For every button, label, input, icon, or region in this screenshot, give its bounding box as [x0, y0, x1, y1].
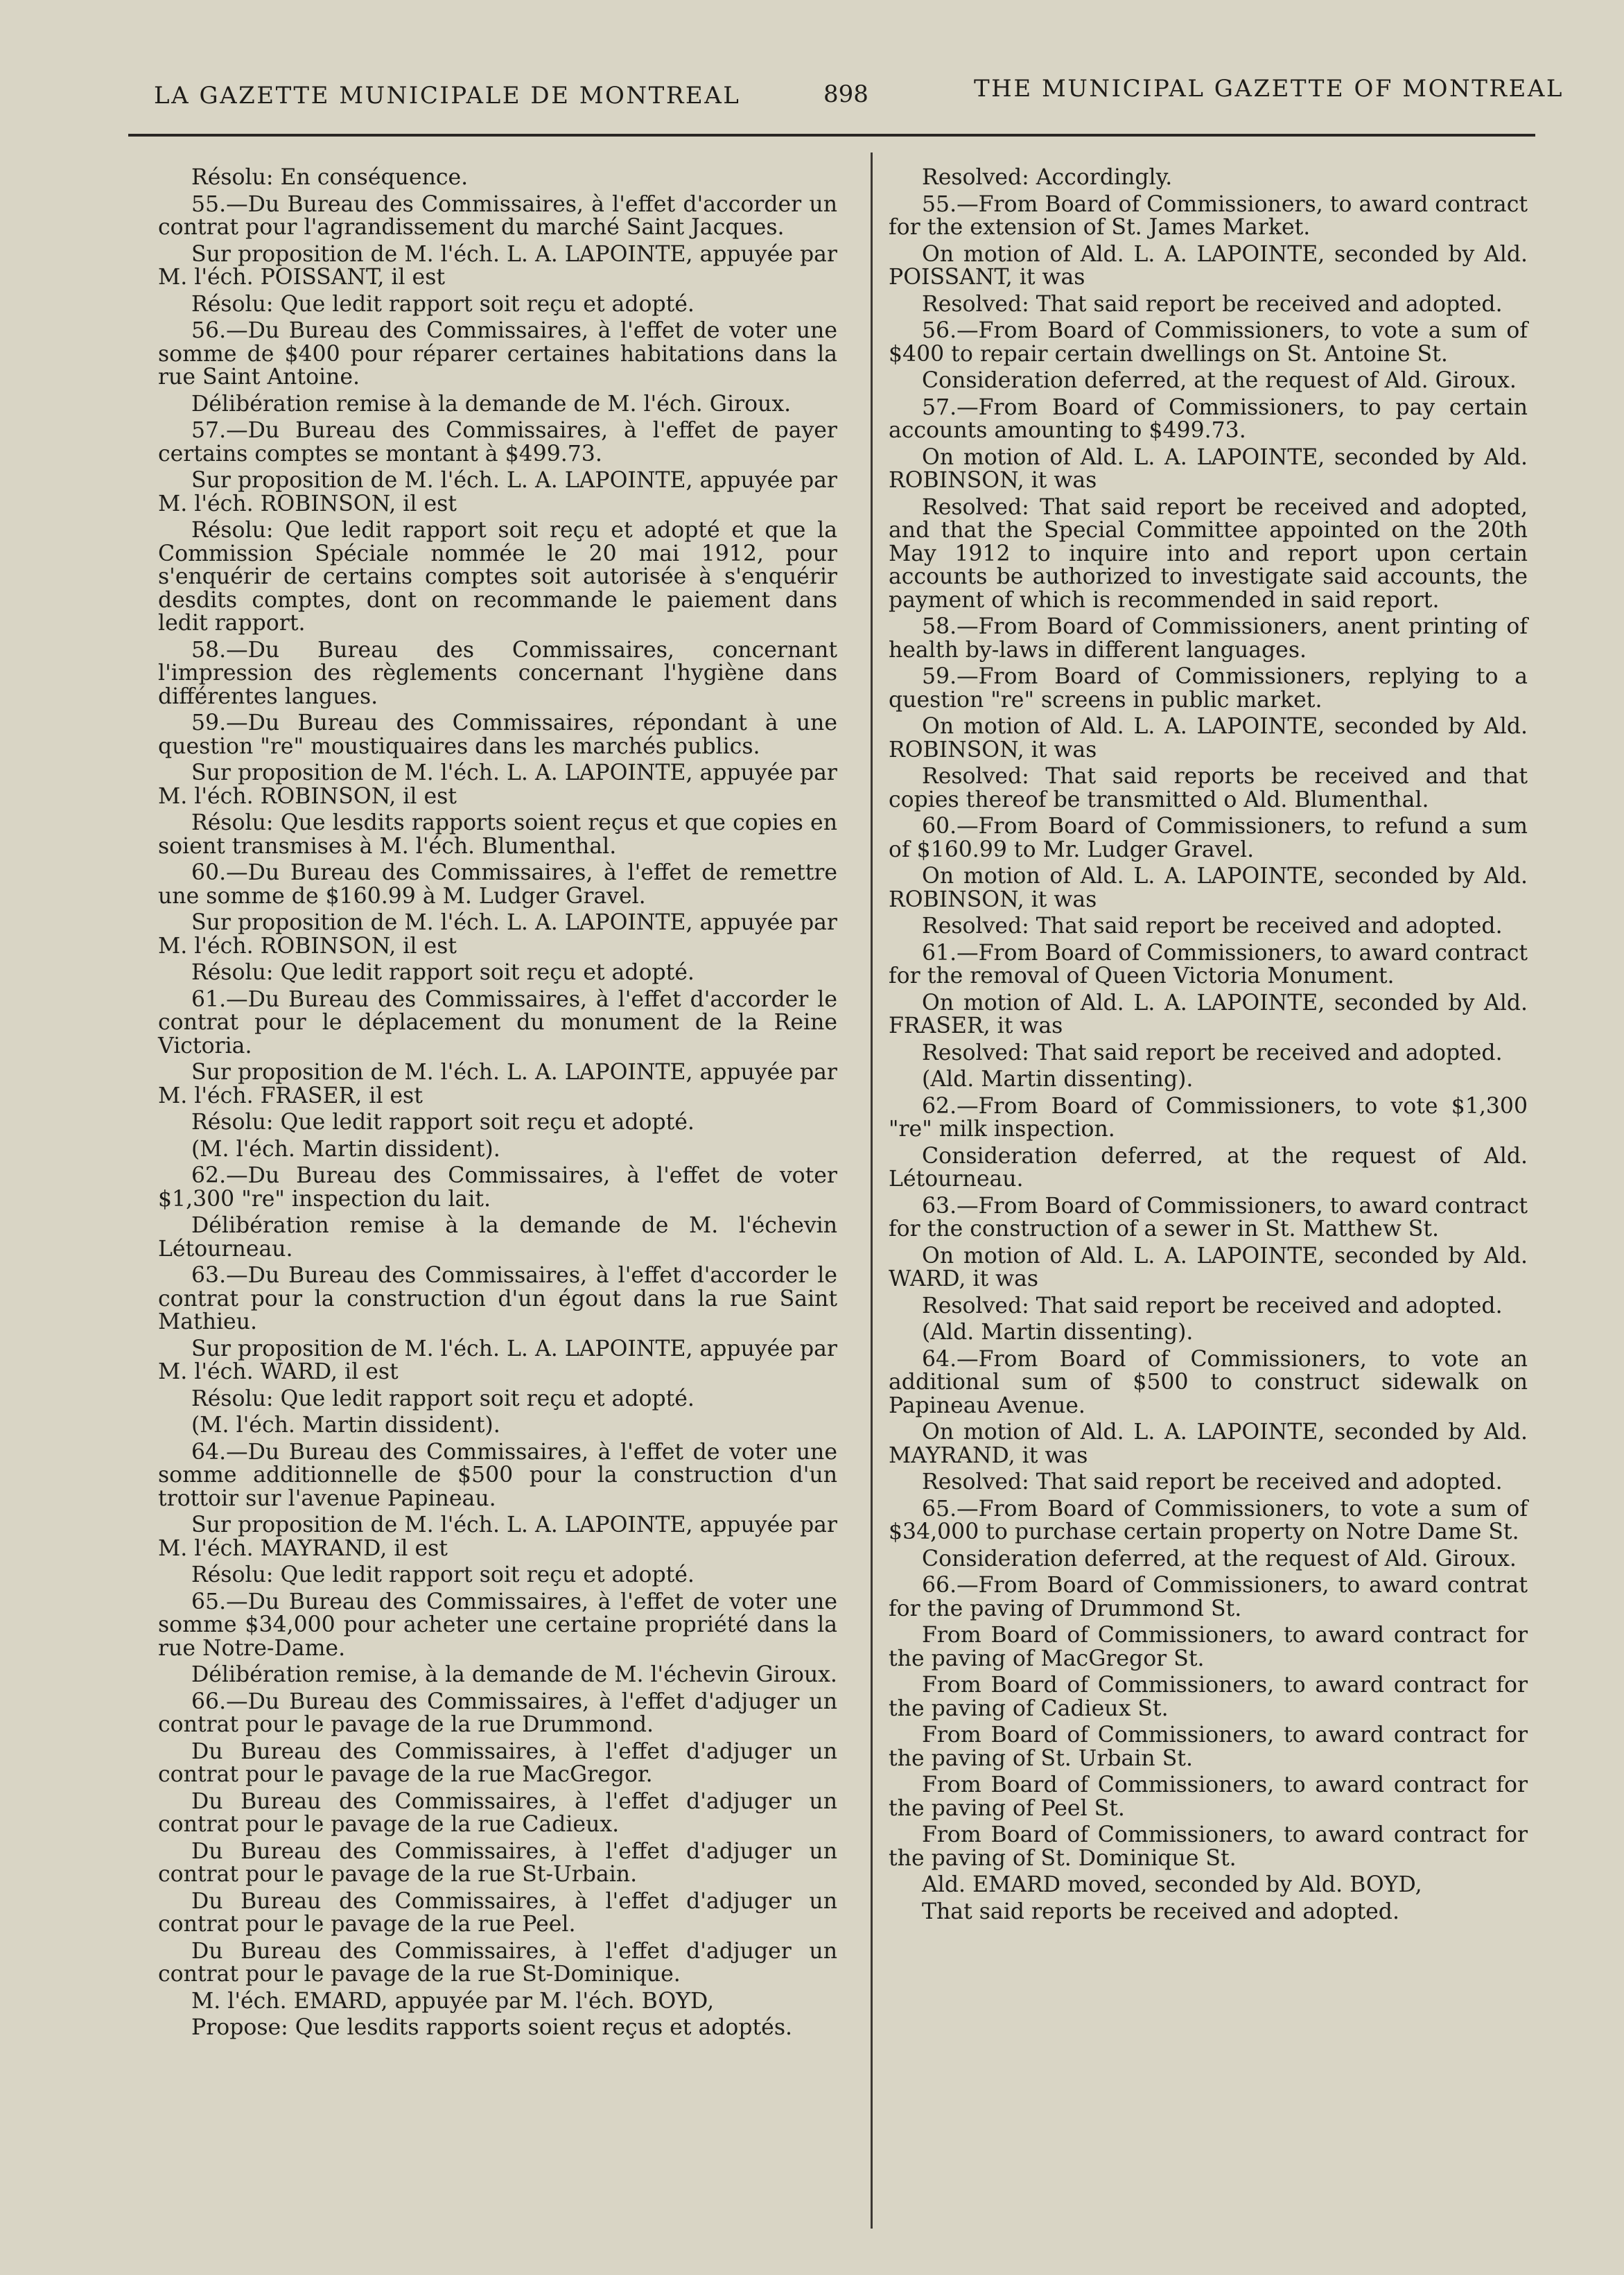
paragraph: From Board of Commissioners, to award contract for the paving of MacGregor St.: [889, 1623, 1528, 1671]
paragraph: Sur proposition de M. l'éch. L. A. LAPOINTE, appuyée par M. l'éch. MAYRAND, il est: [158, 1513, 837, 1561]
paragraph: Du Bureau des Commissaires, à l'effet d'adjuger un contrat pour le pavage de la rue Peel.: [158, 1888, 837, 1937]
paragraph: 62.—From Board of Commissioners, to vote $1,300 "re" milk inspection.: [889, 1093, 1528, 1142]
paragraph: 65.—From Board of Commissioners, to vote a sum of $34,000 to purchase certain property on Notre Dame St.: [889, 1496, 1528, 1544]
header-rule: [128, 134, 1535, 137]
paragraph: On motion of Ald. L. A. LAPOINTE, seconded by Ald. ROBINSON, it was: [889, 714, 1528, 762]
paragraph: Résolu: Que ledit rapport soit reçu et adopté et que la Commission Spéciale nommée le 20 mai 1912, pour s'enquérir de certains comptes soit autorisée à s'enquérir desdits comptes, dont on recommande le paiement dans ledit rapport.: [158, 518, 837, 636]
paragraph: 58.—From Board of Commissioners, anent printing of health by-laws in different languages.: [889, 614, 1528, 663]
page-number: 898: [823, 80, 868, 108]
paragraph: Du Bureau des Commissaires, à l'effet d'adjuger un contrat pour le pavage de la rue St-Urbain.: [158, 1838, 837, 1887]
paragraph: Délibération remise à la demande de M. l'éch. Giroux.: [191, 391, 792, 417]
paragraph: Résolu: Que ledit rapport soit reçu et adopté.: [191, 1110, 695, 1135]
paragraph: Du Bureau des Commissaires, à l'effet d'adjuger un contrat pour le pavage de la rue Cadieux.: [158, 1788, 837, 1837]
paragraph: 57.—Du Bureau des Commissaires, à l'effet de payer certains comptes se montant à $499.73.: [158, 418, 837, 467]
paragraph: On motion of Ald. L. A. LAPOINTE, seconded by Ald. MAYRAND, it was: [889, 1420, 1528, 1468]
paragraph: 63.—From Board of Commissioners, to award contract for the construction of a sewer in St. Matthew St.: [889, 1193, 1528, 1241]
paragraph: Sur proposition de M. l'éch. L. A. LAPOINTE, appuyée par M. l'éch. WARD, il est: [158, 1336, 837, 1384]
paragraph: Resolved: That said report be received and adopted.: [922, 1470, 1503, 1494]
paragraph: 60.—From Board of Commissioners, to refund a sum of $160.99 to Mr. Ludger Gravel.: [889, 814, 1528, 862]
paragraph: From Board of Commissioners, to award contract for the paving of Cadieux St.: [889, 1673, 1528, 1721]
paragraph: Ald. EMARD moved, seconded by Ald. BOYD,: [922, 1872, 1422, 1897]
paragraph: Sur proposition de M. l'éch. L. A. LAPOINTE, appuyée par M. l'éch. ROBINSON, il est: [158, 760, 837, 809]
paragraph: On motion of Ald. L. A. LAPOINTE, seconded by Ald. ROBINSON, it was: [889, 444, 1528, 493]
paragraph: 61.—From Board of Commissioners, to award contract for the removal of Queen Victoria Monument.: [889, 940, 1528, 988]
paragraph: Résolu: Que ledit rapport soit reçu et adopté.: [191, 960, 695, 985]
paragraph: Sur proposition de M. l'éch. L. A. LAPOINTE, appuyée par M. l'éch. POISSANT, il est: [158, 241, 837, 290]
column-divider: [871, 152, 873, 2229]
paragraph: Résolu: Que ledit rapport soit reçu et adopté.: [191, 1562, 695, 1587]
paragraph: Résolu: Que ledit rapport soit reçu et adopté.: [191, 291, 695, 317]
paragraph: Consideration deferred, at the request of Ald. Létourneau.: [889, 1143, 1528, 1192]
paragraph: Resolved: Accordingly.: [922, 165, 1173, 190]
paragraph: Resolved: That said report be received and adopted.: [922, 1293, 1503, 1318]
paragraph: 59.—From Board of Commissioners, replying to a question "re" screens in public market.: [889, 664, 1528, 713]
paragraph: Resolved: That said reports be received and that copies thereof be transmitted o Ald. Blumenthal.: [889, 764, 1528, 812]
paragraph: Résolu: Que lesdits rapports soient reçus et que copies en soient transmises à M. l'éch. Blumenthal.: [158, 810, 837, 859]
paragraph: 58.—Du Bureau des Commissaires, concernant l'impression des règlements concernant l'hygiène dans différentes langues.: [158, 637, 837, 709]
paragraph: 64.—Du Bureau des Commissaires, à l'effet de voter une somme additionnelle de $500 pour la construction d'un trottoir sur l'avenue Papineau.: [158, 1439, 837, 1511]
paragraph: (M. l'éch. Martin dissident).: [191, 1136, 500, 1162]
paragraph: 64.—From Board of Commissioners, to vote an additional sum of $500 to construct sidewalk on Papineau Avenue.: [889, 1346, 1528, 1418]
paragraph: Resolved: That said report be received and adopted.: [922, 914, 1503, 939]
paragraph: Resolved: That said report be received and adopted, and that the Special Committee appointed on the 20th May 1912 to inquire into and report upon certain accounts be authorized to investigate said accounts, the payment of which is recommended in said report.: [889, 494, 1528, 613]
paragraph: Propose: Que lesdits rapports soient reçus et adoptés.: [191, 2015, 793, 2040]
paragraph: (Ald. Martin dissenting).: [922, 1320, 1194, 1345]
paragraph: M. l'éch. EMARD, appuyée par M. l'éch. BOYD,: [191, 1988, 715, 2014]
paragraph: (Ald. Martin dissenting).: [922, 1067, 1194, 1092]
paragraph: On motion of Ald. L. A. LAPOINTE, seconded by Ald. FRASER, it was: [889, 990, 1528, 1038]
paragraph: 57.—From Board of Commissioners, to pay certain accounts amounting to $499.73.: [889, 394, 1528, 443]
paragraph: 66.—Du Bureau des Commissaires, à l'effet d'adjuger un contrat pour le pavage de la rue Drummond.: [158, 1689, 837, 1737]
paragraph: 55.—Du Bureau des Commissaires, à l'effet d'accorder un contrat pour l'agrandissement du marché Saint Jacques.: [158, 191, 837, 240]
paragraph: From Board of Commissioners, to award contract for the paving of Peel St.: [889, 1772, 1528, 1821]
french-column: [158, 166, 837, 2043]
english-column: [889, 166, 1528, 1927]
paragraph: 65.—Du Bureau des Commissaires, à l'effet de voter une somme $34,000 pour acheter une certaine propriété dans la rue Notre-Dame.: [158, 1589, 837, 1661]
paragraph: Sur proposition de M. l'éch. L. A. LAPOINTE, appuyée par M. l'éch. ROBINSON, il est: [158, 468, 837, 516]
paragraph: Du Bureau des Commissaires, à l'effet d'adjuger un contrat pour le pavage de la rue MacGregor.: [158, 1738, 837, 1787]
paragraph: On motion of Ald. L. A. LAPOINTE, seconded by Ald. ROBINSON, it was: [889, 864, 1528, 912]
header-english-title: THE MUNICIPAL GAZETTE OF MONTREAL: [974, 75, 1564, 103]
paragraph: From Board of Commissioners, to award contract for the paving of St. Dominique St.: [889, 1822, 1528, 1871]
paragraph: Délibération remise, à la demande de M. l'échevin Giroux.: [191, 1662, 837, 1687]
paragraph: 63.—Du Bureau des Commissaires, à l'effet d'accorder le contrat pour la construction d'un égout dans la rue Saint Mathieu.: [158, 1263, 837, 1334]
paragraph: Résolu: Que ledit rapport soit reçu et adopté.: [191, 1386, 695, 1411]
paragraph: 55.—From Board of Commissioners, to award contract for the extension of St. James Market.: [889, 191, 1528, 240]
paragraph: (M. l'éch. Martin dissident).: [191, 1413, 500, 1438]
paragraph: Resolved: That said report be received and adopted.: [922, 291, 1503, 317]
paragraph: On motion of Ald. L. A. LAPOINTE, seconded by Ald. POISSANT, it was: [889, 241, 1528, 290]
header-french-title: LA GAZETTE MUNICIPALE DE MONTREAL: [154, 82, 741, 110]
paragraph: Résolu: En conséquence.: [191, 165, 469, 190]
paragraph: 61.—Du Bureau des Commissaires, à l'effet d'accorder le contrat pour le déplacement du monument de la Reine Victoria.: [158, 986, 837, 1058]
paragraph: Sur proposition de M. l'éch. L. A. LAPOINTE, appuyée par M. l'éch. ROBINSON, il est: [158, 910, 837, 959]
paragraph: Resolved: That said report be received and adopted.: [922, 1040, 1503, 1065]
paragraph: 56.—From Board of Commissioners, to vote a sum of $400 to repair certain dwellings on St. Antoine St.: [889, 318, 1528, 367]
paragraph: Sur proposition de M. l'éch. L. A. LAPOINTE, appuyée par M. l'éch. FRASER, il est: [158, 1060, 837, 1108]
paragraph: Délibération remise à la demande de M. l'échevin Létourneau.: [158, 1213, 837, 1262]
paragraph: 59.—Du Bureau des Commissaires, répondant à une question "re" moustiquaires dans les marchés publics.: [158, 711, 837, 759]
paragraph: Du Bureau des Commissaires, à l'effet d'adjuger un contrat pour le pavage de la rue St-Dominique.: [158, 1938, 837, 1987]
paragraph: 62.—Du Bureau des Commissaires, à l'effet de voter $1,300 "re" inspection du lait.: [158, 1163, 837, 1212]
paragraph: That said reports be received and adopted.: [922, 1899, 1399, 1924]
paragraph: 60.—Du Bureau des Commissaires, à l'effet de remettre une somme de $160.99 à M. Ludger Gravel.: [158, 860, 837, 909]
paragraph: From Board of Commissioners, to award contract for the paving of St. Urbain St.: [889, 1723, 1528, 1771]
paragraph: Consideration deferred, at the request of Ald. Giroux.: [922, 1546, 1517, 1571]
paragraph: On motion of Ald. L. A. LAPOINTE, seconded by Ald. WARD, it was: [889, 1243, 1528, 1291]
paragraph: 66.—From Board of Commissioners, to award contrat for the paving of Drummond St.: [889, 1573, 1528, 1621]
paragraph: 56.—Du Bureau des Commissaires, à l'effet de voter une somme de $400 pour réparer certaines habitations dans la rue Saint Antoine.: [158, 318, 837, 390]
paragraph: Consideration deferred, at the request of Ald. Giroux.: [922, 368, 1517, 393]
